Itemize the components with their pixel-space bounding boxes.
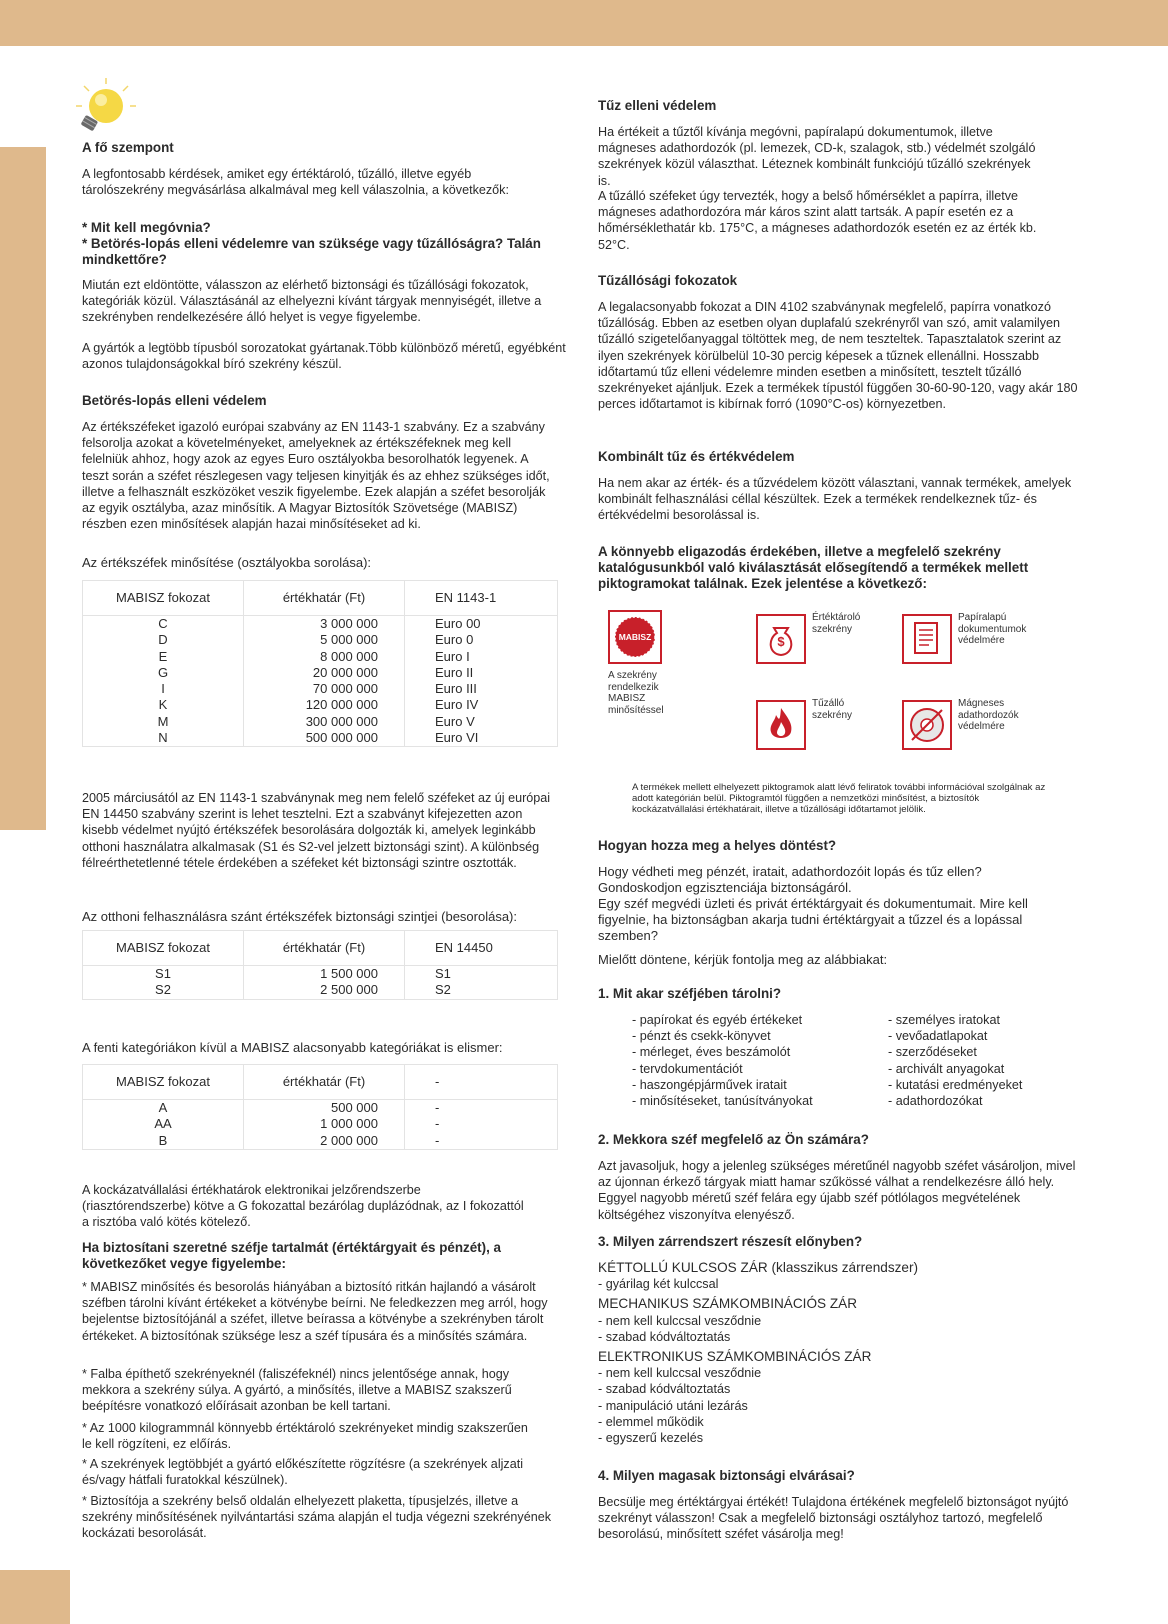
table-header: értékhatár (Ft) bbox=[244, 1065, 405, 1100]
decision-title: Hogyan hozza meg a helyes döntést? bbox=[598, 838, 837, 853]
table-cell: Euro V bbox=[435, 713, 475, 729]
choose-paragraph: Miután ezt eldöntötte, válasszon az elérhető biztonsági és tűzállósági fokozatok, kategóriák közül. Választásánál az elhelyezni kívánt tárgyak mennyiségét, illetve a szekrényben rendelkezésére álló helyet is vegye figyelembe. bbox=[82, 278, 542, 325]
table3-caption: A fenti kategóriákon kívül a MABISZ alacsonyabb kategóriákat is elismer: bbox=[82, 1040, 503, 1055]
fire-text-2: A tűzálló széfeket úgy tervezték, hogy a belső hőmérséklet a papírra, illetve mágneses adathordozóra már káros szint alatt tartsák. A papír esetén ez a hőmérséklethatár kb. 175°C, a mágneses adathordozók esetén ez az érték kb. 52°C. bbox=[598, 189, 1037, 252]
list-item: - kutatási eredményeket bbox=[888, 1077, 1023, 1092]
fire-grades-title: Tűzállósági fokozatok bbox=[598, 273, 738, 288]
table-cell: S1 bbox=[155, 966, 171, 981]
list-item: - szabad kódváltoztatás bbox=[598, 1329, 731, 1344]
light-bulb-icon bbox=[70, 76, 142, 138]
value-column bbox=[244, 616, 405, 747]
combined-text: Ha nem akar az érték- és a tűzvédelem között választani, vannak termékek, amelyek kombinált felhasználási céllal készültek. Ezek a termékek rendelkeznek tűz- és értékvédelmi besorolással is. bbox=[598, 476, 1072, 523]
table-cell: G bbox=[157, 664, 169, 680]
decision-paragraph-3: Mielőtt döntene, kérjük fontolja meg az alábbiakat: bbox=[598, 952, 888, 967]
table-cell: - bbox=[435, 1100, 440, 1115]
table-cell: 120 000 000 bbox=[305, 697, 378, 713]
combined-title: Kombinált tűz és értékvédelem bbox=[598, 449, 795, 464]
table-cell: Euro II bbox=[435, 664, 474, 680]
intro-paragraph: A legfontosabb kérdések, amiket egy értéktároló, tűzálló, illetve egyéb tárolószekrény megvásárlása alkalmával meg kell válaszolnia, a következők: bbox=[82, 167, 509, 198]
q1-list bbox=[632, 1012, 1120, 1109]
lock-type-1: KÉTTOLLÚ KULCSOS ZÁR (klasszikus zárrendszer) bbox=[598, 1260, 919, 1275]
table-header: EN 14450 bbox=[405, 931, 558, 966]
magnetic-label: Mágneses adathordozók védelmére bbox=[958, 698, 1019, 732]
table-cell: S1 bbox=[435, 966, 451, 981]
fire-title: Tűz elleni védelem bbox=[598, 98, 717, 113]
table-cell: Euro 0 bbox=[435, 632, 474, 648]
table-cell: Euro IV bbox=[435, 697, 479, 713]
dash-column bbox=[405, 1100, 558, 1150]
value-column bbox=[244, 1100, 405, 1150]
grade-column bbox=[83, 616, 244, 747]
table-cell: - bbox=[435, 1132, 440, 1148]
table-header: MABISZ fokozat bbox=[83, 581, 244, 616]
list-item: - szabad kódváltoztatás bbox=[598, 1382, 731, 1397]
table-cell: 300 000 000 bbox=[305, 713, 378, 729]
list-item: - mérleget, éves beszámolót bbox=[632, 1045, 791, 1060]
page-corner-tab bbox=[0, 1570, 70, 1624]
question-1: * Mit kell megóvnia? bbox=[82, 220, 211, 235]
list-item: - nem kell kulccsal vesződnie bbox=[598, 1366, 762, 1381]
fire-text-1: Ha értékeit a tűztől kívánja megóvni, papíralapú dokumentumok, illetve mágneses adathordozók (pl. lemezek, CD-k, szalagok, stb.) védelmét szolgáló szekrények közül választhat. Léteznek kombinált funkciójú tűzálló szekrények is. bbox=[598, 125, 1036, 188]
list-item: - elemmel működik bbox=[598, 1414, 704, 1429]
table-cell: 20 000 000 bbox=[312, 664, 378, 680]
q1-title: 1. Mit akar széfjében tárolni? bbox=[598, 986, 782, 1001]
list-item: - személyes iratokat bbox=[888, 1013, 1000, 1027]
table-cell: Euro III bbox=[435, 681, 477, 697]
risk-text: A kockázatvállalási értékhatárok elektronikai jelzőrendszerbe (riasztórendszerbe) kötve a G fokozattal bezárólag duplázódnak, az I fokozattól a risztóba való kötés kötelező. bbox=[82, 1183, 524, 1230]
table-cell: Euro VI bbox=[435, 730, 479, 746]
q3-title: 3. Milyen zárrendszert részesít előnyben? bbox=[598, 1234, 863, 1249]
list-item: - adathordozókat bbox=[888, 1094, 983, 1109]
question-2: * Betörés-lopás elleni védelemre van szüksége vagy tűzállóságra? Talán mindkettőre? bbox=[82, 236, 541, 267]
table-cell: 1 500 000 bbox=[320, 966, 378, 981]
table-cell: K bbox=[158, 697, 168, 713]
insure-bullet-4: * A szekrények legtöbbjét a gyártó előkészítette rögzítésre (a szekrények aljzati és/vagy hátfali furatokkal készülnek). bbox=[82, 1457, 524, 1488]
table-cell: N bbox=[158, 730, 168, 746]
decision-paragraph-2: Egy széf megvédi üzleti és privát értéktárgyait és dokumentumait. Mire kell figyelnie, ha biztonságban akarja tudni értéktárgyait a tűzzel és a lopással szemben? bbox=[598, 896, 1028, 944]
pictogram-intro: A könnyebb eligazodás érdekében, illetve a megfelelő szekrény katalógusunkból való kiválasztását elősegítendő a termékek mellett piktogramokat találnak. Ezek jelentése a következő: bbox=[598, 544, 1029, 591]
fire-safe-label: Tűzálló szekrény bbox=[812, 698, 853, 721]
table-cell: B bbox=[158, 1132, 168, 1148]
q1-list-col-2 bbox=[888, 1012, 1068, 1109]
side-accent-band bbox=[0, 147, 46, 830]
table-cell: 5 000 000 bbox=[320, 632, 378, 648]
table-cell: S2 bbox=[435, 982, 451, 998]
mabisz-badge-text: MABISZ bbox=[618, 632, 652, 642]
list-item: - gyárilag két kulccsal bbox=[598, 1277, 719, 1292]
grade-column bbox=[83, 1100, 244, 1150]
list-item: - vevőadatlapokat bbox=[888, 1029, 988, 1044]
flame-icon bbox=[756, 700, 806, 750]
list-item: - szerződéseket bbox=[888, 1045, 977, 1060]
q4-title: 4. Milyen magasak biztonsági elvárásai? bbox=[598, 1468, 855, 1483]
decision-paragraph-1: Hogy védheti meg pénzét, iratait, adathordozóit lopás és tűz ellen? Gondoskodjon egzisztenciája biztonságáról. bbox=[598, 864, 982, 896]
table-cell: D bbox=[158, 632, 168, 648]
table-cell: 500 000 000 bbox=[305, 730, 378, 746]
table-cell: M bbox=[157, 713, 169, 729]
table-header: MABISZ fokozat bbox=[83, 931, 244, 966]
pictogram-note: A termékek mellett elhelyezett piktogramok alatt lévő feliratok további információval szolgálnak az adott kategórián belül. Piktogramtól függően a nemzetközi minősítést, a biztosítók kockázatvállalási értékhatárait, illetve a tűzállósági időtartamot jelölik. bbox=[632, 782, 1046, 816]
lock-type-2: MECHANIKUS SZÁMKOMBINÁCIÓS ZÁR bbox=[598, 1296, 858, 1312]
paper-label: Papíralapú dokumentumok védelmére bbox=[958, 612, 1027, 646]
grade-table-en1143 bbox=[82, 580, 558, 747]
table-cell: 70 000 000 bbox=[312, 681, 378, 697]
fire-grades-text: A legalacsonyabb fokozat a DIN 4102 szabványnak megfelelő, papírra vonatkozó tűzállóság. Ebben az esetben olyan duplafalú szekrényről van szó, amit valamilyen tűzálló szigetelőanyaggal töltöttek meg, de nem teszteltek. Tapasztalatok szerint az ilyen szekrények körülbelül 10-30 percig képesek a tűznek ellenállni. Hosszabb időtartamú tűz elleni védelemre minden esetben a minősített, tesztelt tűzálló szekrényeket ajánljuk. Ezek a termékek típustól függően 30-60-90-120, vagy akár 180 perces időtartamot is kibírnak forró (1090°C-os) környezetben. bbox=[598, 300, 1078, 412]
q4-text: Becsülje meg értéktárgyai értékét! Tulajdona értékének megfelelő biztonságot nyújtó szekrényt válasszon! Csak a megfelelő biztonsági osztályhoz tartozó, megfelelő besorolású, minősített széfet vásárolja meg! bbox=[598, 1495, 1069, 1542]
table-header: MABISZ fokozat bbox=[83, 1065, 244, 1100]
table-header: - bbox=[405, 1065, 558, 1100]
table2-caption: Az otthoni felhasználásra szánt értékszéfek biztonsági szintjei (besorolása): bbox=[82, 909, 517, 924]
lock-type-3: ELEKTRONIKUS SZÁMKOMBINÁCIÓS ZÁR bbox=[598, 1349, 872, 1365]
en-column bbox=[405, 966, 558, 1000]
grade-column bbox=[83, 966, 244, 1000]
grade-table-en14450 bbox=[82, 930, 558, 1000]
list-item: - papírokat és egyéb értékeket bbox=[632, 1013, 803, 1027]
insure-bullet-5: * Biztosítója a szekrény belső oldalán elhelyezett plaketta, típusjelzés, illetve a szekrény minősítésének nyilvántartási száma alapján el tudja végezni szekrényének kockázati besorolását. bbox=[82, 1494, 552, 1541]
insure-bullet-1: * MABISZ minősítés és besorolás hiányában a biztosító ritkán hajlandó a vásárolt széfben tárolni kívánt értékeket a kötvénybe beírni. Ne feledkezzen meg arról, hogy bejelentse biztosítójánál a széfet, illetve beírassa a kötvénybe a szekrényben tárolt értékeket. A biztosítónak szüksége lesz a széf típusára és a minősítés számára. bbox=[82, 1280, 548, 1343]
euro-column bbox=[405, 616, 558, 747]
q2-text: Azt javasoljuk, hogy a jelenleg szükséges méretűnél nagyobb széfet vásároljon, mivel az újonnan érkező tárgyak miatt hamar szűkössé válhat a rendelkezésre álló hely. Eggyel nagyobb méretű széf felára egy újabb széf pótlólagos megvételének költségéhez viszonyítva elenyésző. bbox=[598, 1159, 1076, 1222]
list-item: - archivált anyagokat bbox=[888, 1061, 1005, 1076]
table-cell: Euro I bbox=[435, 648, 470, 664]
table-cell: S2 bbox=[155, 982, 171, 998]
insure-bullet-3: * Az 1000 kilogrammnál könnyebb értéktároló szekrényeket mindig szakszerűen le kell rögzíteni, ez előírás. bbox=[82, 1421, 528, 1452]
table1-caption: Az értékszéfek minősítése (osztályokba sorolása): bbox=[82, 555, 372, 570]
list-item: - haszongépjárművek iratait bbox=[632, 1077, 787, 1092]
table-cell: I bbox=[161, 681, 165, 697]
table-cell: A bbox=[158, 1100, 168, 1115]
burglary-title: Betörés-lopás elleni védelem bbox=[82, 393, 267, 408]
burglary-text: Az értékszéfeket igazoló európai szabvány az EN 1143-1 szabvány. Ez a szabvány felsorolja azokat a követelményeket, amelyeknek az értékszéfeknek meg kell felelniük ahhoz, hogy azok az egyes Euro osztályokba besorolhatók legyenek. A teszt során a széfet részlegesen vagy teljesen kinyitják és az ehhez szükséges időt, illetve a felhasznált eszközöket veszik figyelembe. Ezek alapján a széfet besorolják az egyik osztályba, azaz minősítik. A Magyar Biztosítók Szövetsége (MABISZ) részben ezen minősítések alapján hazai minősítéseket ad ki. bbox=[82, 420, 550, 532]
table-cell: 8 000 000 bbox=[320, 648, 378, 664]
table-header: értékhatár (Ft) bbox=[244, 581, 405, 616]
table-cell: E bbox=[158, 648, 168, 664]
table-cell: AA bbox=[154, 1116, 172, 1132]
table-cell: 3 000 000 bbox=[320, 616, 378, 631]
q1-list-col-1 bbox=[632, 1012, 888, 1109]
table-cell: 2 500 000 bbox=[320, 982, 378, 998]
table-header: EN 1143-1 bbox=[405, 581, 558, 616]
main-title: A fő szempont bbox=[82, 140, 174, 155]
list-item: - nem kell kulccsal vesződnie bbox=[598, 1313, 762, 1328]
table-cell: C bbox=[158, 616, 168, 631]
top-accent-band bbox=[0, 0, 1168, 46]
insure-bullet-2: * Falba építhető szekrényeknél (faliszéfeknél) nincs jelentősége annak, hogy mekkora a szekrény súlya. A gyártó, a minősítés, illetve a MABISZ szakszerű beépítésre vonatkozó előírásait azonban be kell tartani. bbox=[82, 1367, 512, 1414]
table-header: értékhatár (Ft) bbox=[244, 931, 405, 966]
table-cell: 1 000 000 bbox=[320, 1116, 378, 1132]
grade-table-low bbox=[82, 1064, 558, 1150]
list-item: - manipuláció utáni lezárás bbox=[598, 1398, 748, 1413]
en14450-text: 2005 márciusától az EN 1143-1 szabványnak meg nem felelő széfeket az új európai EN 14450 szabvány szerint is lehet tesztelni. Ezt a szabványt kifejezetten azon kisebb védelmet nyújtó értékszéfek besorolására dolgozták ki, amelyek leginkább otthoni használatra alkalmasak (S1 és S2-vel jelzett biztonsági szint). A különbség félreérthetetlenné tétele érdekében a széfeket két biztonsági szintre osztották. bbox=[82, 791, 551, 870]
table-cell: - bbox=[435, 1116, 440, 1132]
value-column bbox=[244, 966, 405, 1000]
money-bag-symbol: $ bbox=[777, 634, 785, 649]
table-cell: Euro 00 bbox=[435, 616, 481, 631]
pictogram-legend bbox=[598, 604, 1086, 754]
list-item: - tervdokumentációt bbox=[632, 1061, 743, 1076]
disc-icon bbox=[902, 700, 952, 750]
document-icon bbox=[902, 614, 952, 664]
list-item: - pénzt és csekk-könyvet bbox=[632, 1029, 771, 1044]
insure-title: Ha biztosítani szeretné széfje tartalmát (értéktárgyait és pénzét), a következőket vegye figyelembe: bbox=[82, 1240, 501, 1271]
lock-options bbox=[598, 1260, 1086, 1446]
list-item: - minősítéseket, tanúsítványokat bbox=[632, 1094, 813, 1109]
table-cell: 500 000 bbox=[331, 1100, 378, 1115]
q2-title: 2. Mekkora széf megfelelő az Ön számára? bbox=[598, 1132, 869, 1147]
list-item: - egyszerű kezelés bbox=[598, 1431, 703, 1446]
manufacturers-paragraph: A gyártók a legtöbb típusból sorozatokat gyártanak.Több különböző méretű, egyébként azonos tulajdonságokkal bíró szekrény készül. bbox=[82, 341, 566, 372]
mabisz-label: A szekrény rendelkezik MABISZ minősítéssel bbox=[608, 670, 664, 716]
table-cell: 2 000 000 bbox=[320, 1132, 378, 1148]
value-safe-label: Értéktároló szekrény bbox=[812, 612, 861, 635]
